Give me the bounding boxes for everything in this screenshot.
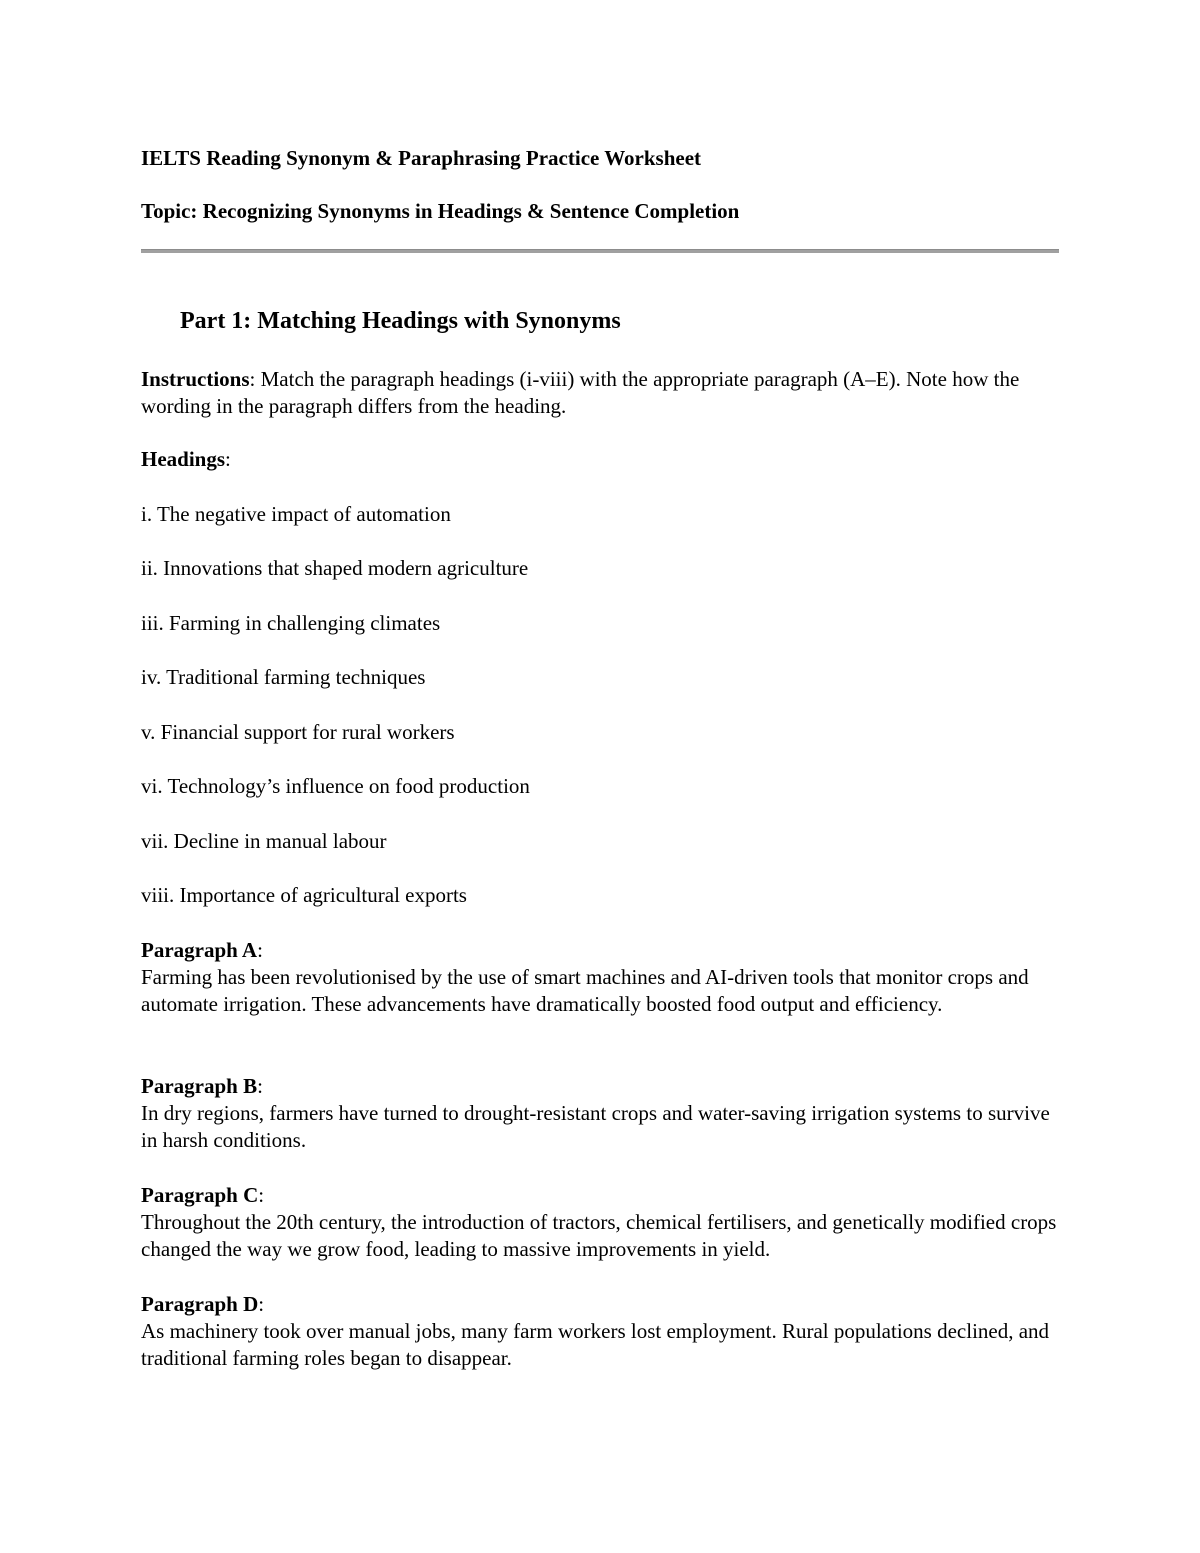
instructions-text: : Match the paragraph headings (i-viii) with the appropriate paragraph (A–E). Note how the wording in the paragraph differs from the heading.	[141, 367, 1020, 418]
instructions	[141, 366, 1059, 420]
heading-option-ii: ii. Innovations that shaped modern agriculture	[141, 556, 529, 580]
paragraph-b-colon: :	[257, 1074, 263, 1098]
worksheet-title: IELTS Reading Synonym & Paraphrasing Practice Worksheet	[141, 146, 702, 170]
heading-option-i: i. The negative impact of automation	[141, 502, 451, 526]
paragraph-d-colon: :	[258, 1292, 265, 1316]
heading-option-iv: iv. Traditional farming techniques	[141, 665, 426, 689]
horizontal-divider	[141, 249, 1059, 253]
paragraph-c	[141, 1182, 1059, 1263]
heading-option-v: v. Financial support for rural workers	[141, 720, 455, 744]
paragraph-b-text: In dry regions, farmers have turned to drought-resistant crops and water-saving irrigation systems to survive in harsh conditions.	[141, 1101, 1050, 1152]
part-1-heading: Part 1: Matching Headings with Synonyms	[180, 308, 621, 334]
paragraph-d	[141, 1291, 1059, 1372]
paragraph-d-text: As machinery took over manual jobs, many farm workers lost employment. Rural populations declined, and traditional farming roles began to disappear.	[141, 1319, 1050, 1370]
headings-label-colon: :	[225, 447, 231, 471]
paragraph-c-colon: :	[258, 1183, 265, 1207]
headings-label: Headings	[141, 447, 226, 471]
paragraph-a-label: Paragraph A	[141, 938, 258, 962]
paragraph-a	[141, 937, 1059, 1018]
heading-option-viii: viii. Importance of agricultural exports	[141, 883, 467, 907]
headings-label-line	[141, 446, 1059, 473]
paragraph-c-label: Paragraph C	[141, 1183, 259, 1207]
instructions-label: Instructions	[141, 367, 250, 391]
paragraph-b	[141, 1073, 1059, 1154]
paragraph-b-label: Paragraph B	[141, 1074, 258, 1098]
heading-option-vi: vi. Technology’s influence on food production	[141, 774, 530, 798]
heading-option-vii: vii. Decline in manual labour	[141, 829, 387, 853]
worksheet-topic: Topic: Recognizing Synonyms in Headings & Sentence Completion	[141, 199, 740, 223]
paragraph-c-text: Throughout the 20th century, the introduction of tractors, chemical fertilisers, and genetically modified crops changed the way we grow food, leading to massive improvements in yield.	[141, 1210, 1057, 1261]
paragraph-a-colon: :	[257, 938, 263, 962]
paragraph-a-text: Farming has been revolutionised by the use of smart machines and AI-driven tools that monitor crops and automate irrigation. These advancements have dramatically boosted food output and efficiency.	[141, 965, 1029, 1016]
paragraph-d-label: Paragraph D	[141, 1292, 259, 1316]
heading-option-iii: iii. Farming in challenging climates	[141, 611, 441, 635]
